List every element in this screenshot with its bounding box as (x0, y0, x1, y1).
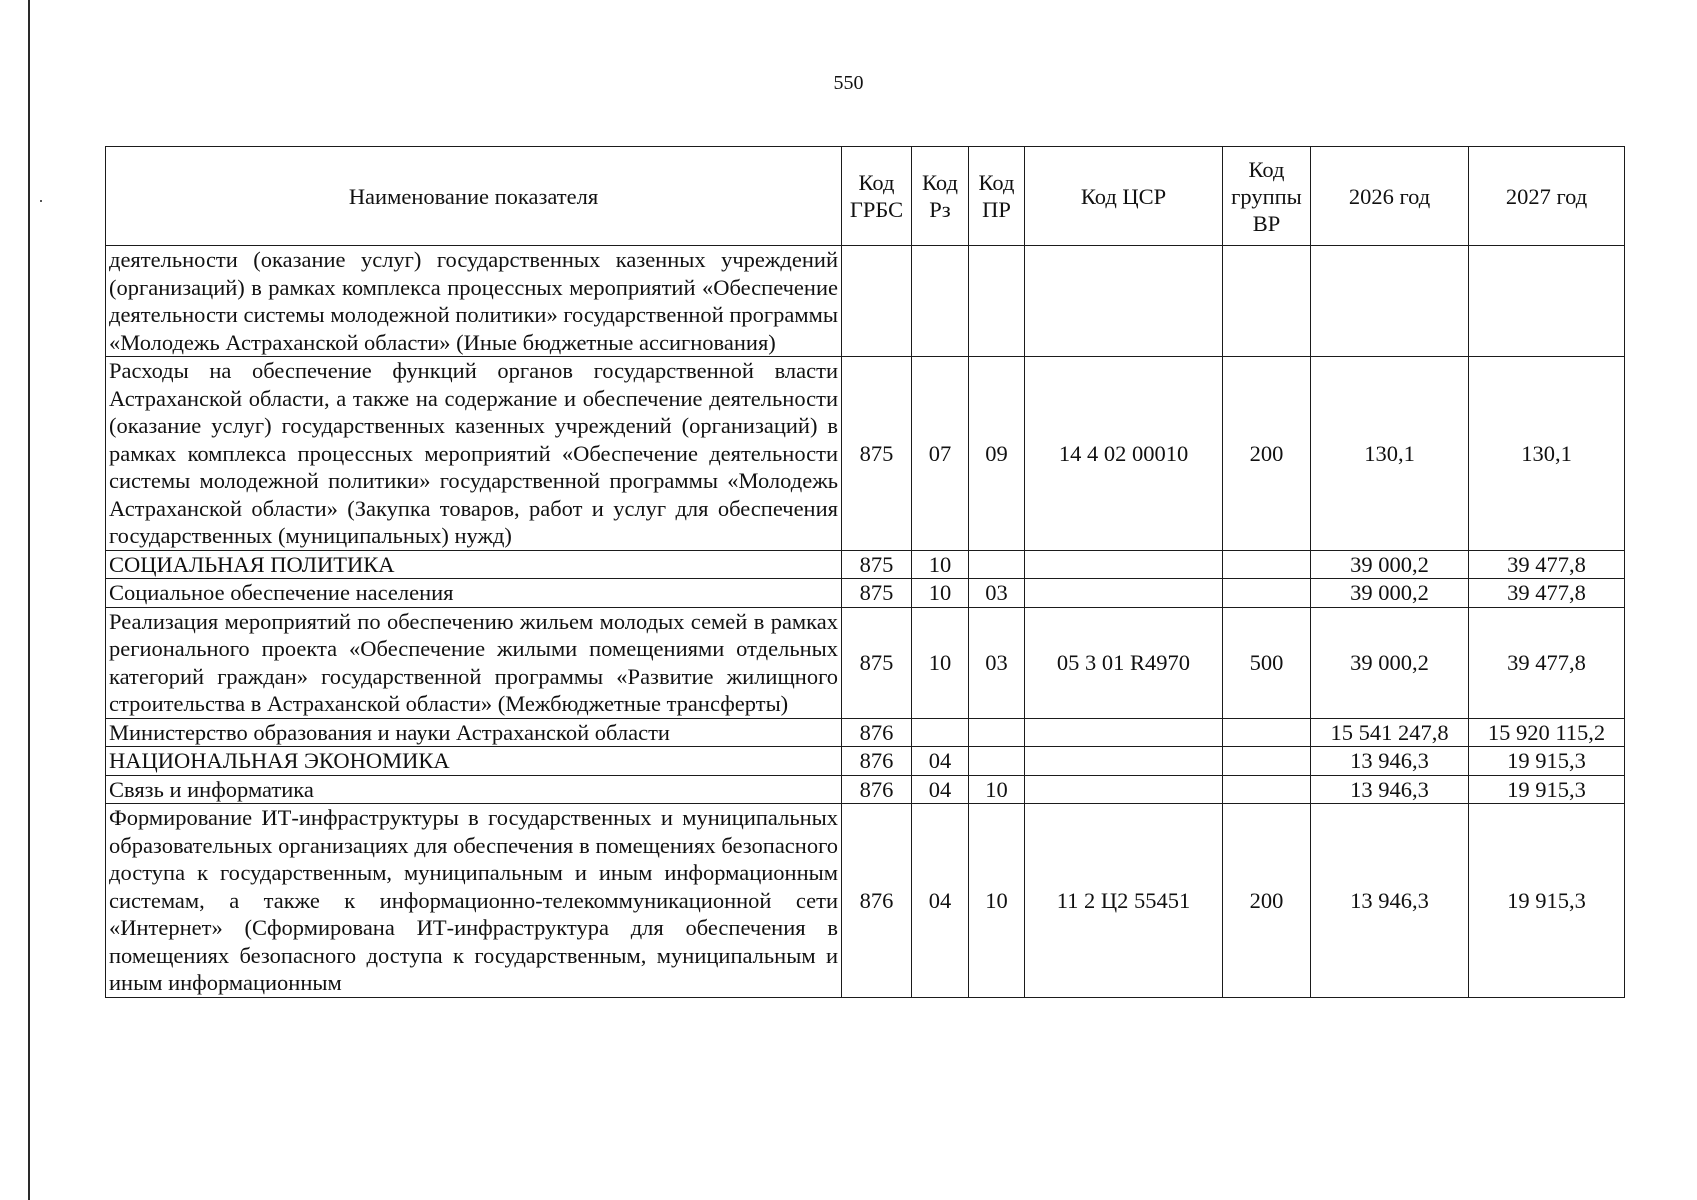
table-row (106, 747, 1625, 776)
cell-name: Формирование ИТ-инфраструктуры в государственных и муниципальных образовательных организациях для обеспечения в помещениях безопасного доступа к государственным, муниципальным и иным информационным системам, а также к информационно-телекоммуникационной сети «Интернет» (Сформирована ИТ-инфраструктура для обеспечения в помещениях безопасного доступа к государственным, муниципальным и иным информационным (106, 804, 842, 998)
cell-pr: 10 (969, 775, 1025, 804)
cell-csr (1025, 246, 1223, 357)
cell-csr: 11 2 Ц2 55451 (1025, 804, 1223, 998)
cell-pr: 03 (969, 607, 1025, 718)
cell-name: НАЦИОНАЛЬНАЯ ЭКОНОМИКА (106, 747, 842, 776)
cell-csr (1025, 775, 1223, 804)
table-row (106, 550, 1625, 579)
cell-2027: 130,1 (1469, 357, 1625, 551)
cell-rz (912, 246, 969, 357)
cell-vr: 200 (1223, 804, 1311, 998)
cell-csr (1025, 718, 1223, 747)
cell-pr: 09 (969, 357, 1025, 551)
cell-grbs: 875 (842, 550, 912, 579)
cell-csr: 14 4 02 00010 (1025, 357, 1223, 551)
cell-grbs (842, 246, 912, 357)
cell-2027: 19 915,3 (1469, 804, 1625, 998)
cell-name: Расходы на обеспечение функций органов государственной власти Астраханской области, а также на содержание и обеспечение деятельности (оказание услуг) государственных казенных учреждений (организаций) в рамках комплекса процессных мероприятий «Обеспечение деятельности системы молодежной политики» государственной программы «Молодежь Астраханской области» (Закупка товаров, работ и услуг для обеспечения государственных (муниципальных) нужд) (106, 357, 842, 551)
cell-grbs: 876 (842, 804, 912, 998)
cell-rz: 10 (912, 550, 969, 579)
cell-name: Связь и информатика (106, 775, 842, 804)
cell-vr (1223, 775, 1311, 804)
header-rz: Код Рз (912, 147, 969, 246)
cell-2026: 39 000,2 (1311, 550, 1469, 579)
cell-rz: 04 (912, 804, 969, 998)
table-row (106, 775, 1625, 804)
scan-edge-line (28, 0, 30, 1200)
header-pr: Код ПР (969, 147, 1025, 246)
cell-2027: 39 477,8 (1469, 607, 1625, 718)
cell-grbs: 876 (842, 718, 912, 747)
table-row (106, 246, 1625, 357)
cell-pr: 10 (969, 804, 1025, 998)
table-row (106, 357, 1625, 551)
cell-2026: 13 946,3 (1311, 747, 1469, 776)
cell-2026: 15 541 247,8 (1311, 718, 1469, 747)
cell-name: СОЦИАЛЬНАЯ ПОЛИТИКА (106, 550, 842, 579)
cell-2027 (1469, 246, 1625, 357)
cell-rz: 04 (912, 775, 969, 804)
cell-csr (1025, 550, 1223, 579)
cell-csr (1025, 579, 1223, 608)
cell-2027: 19 915,3 (1469, 747, 1625, 776)
cell-2026 (1311, 246, 1469, 357)
cell-2027: 39 477,8 (1469, 579, 1625, 608)
cell-vr (1223, 550, 1311, 579)
scan-speck (40, 200, 42, 202)
cell-rz: 07 (912, 357, 969, 551)
table-row (106, 804, 1625, 998)
cell-name: Реализация мероприятий по обеспечению жильем молодых семей в рамках регионального проекта «Обеспечение жилыми помещениями отдельных категорий граждан» государственной программы «Развитие жилищного строительства в Астраханской области» (Межбюджетные трансферты) (106, 607, 842, 718)
cell-rz: 10 (912, 579, 969, 608)
header-2027: 2027 год (1469, 147, 1625, 246)
table-row (106, 607, 1625, 718)
cell-2026: 13 946,3 (1311, 804, 1469, 998)
table-row (106, 579, 1625, 608)
page-number: 550 (833, 72, 864, 94)
cell-rz: 10 (912, 607, 969, 718)
cell-vr (1223, 246, 1311, 357)
cell-vr (1223, 718, 1311, 747)
cell-2026: 13 946,3 (1311, 775, 1469, 804)
header-name: Наименование показателя (106, 147, 842, 246)
cell-2027: 39 477,8 (1469, 550, 1625, 579)
cell-rz (912, 718, 969, 747)
cell-vr (1223, 747, 1311, 776)
cell-vr (1223, 579, 1311, 608)
cell-name: Министерство образования и науки Астраханской области (106, 718, 842, 747)
budget-table (105, 146, 1625, 998)
cell-rz: 04 (912, 747, 969, 776)
cell-name: Социальное обеспечение населения (106, 579, 842, 608)
cell-pr (969, 747, 1025, 776)
header-2026: 2026 год (1311, 147, 1469, 246)
cell-pr: 03 (969, 579, 1025, 608)
cell-2026: 39 000,2 (1311, 579, 1469, 608)
cell-vr: 500 (1223, 607, 1311, 718)
cell-grbs: 876 (842, 775, 912, 804)
header-csr: Код ЦСР (1025, 147, 1223, 246)
cell-csr (1025, 747, 1223, 776)
cell-pr (969, 550, 1025, 579)
cell-grbs: 875 (842, 357, 912, 551)
cell-2027: 19 915,3 (1469, 775, 1625, 804)
table-header-row (106, 147, 1625, 246)
cell-2026: 39 000,2 (1311, 607, 1469, 718)
header-vr: Код группы ВР (1223, 147, 1311, 246)
table-row (106, 718, 1625, 747)
cell-grbs: 876 (842, 747, 912, 776)
cell-2026: 130,1 (1311, 357, 1469, 551)
cell-csr: 05 3 01 R4970 (1025, 607, 1223, 718)
cell-2027: 15 920 115,2 (1469, 718, 1625, 747)
cell-pr (969, 718, 1025, 747)
cell-name: деятельности (оказание услуг) государственных казенных учреждений (организаций) в рамках комплекса процессных мероприятий «Обеспечение деятельности системы молодежной политики» государственной программы «Молодежь Астраханской области» (Иные бюджетные ассигнования) (106, 246, 842, 357)
header-grbs: Код ГРБС (842, 147, 912, 246)
cell-vr: 200 (1223, 357, 1311, 551)
cell-grbs: 875 (842, 579, 912, 608)
cell-pr (969, 246, 1025, 357)
cell-grbs: 875 (842, 607, 912, 718)
